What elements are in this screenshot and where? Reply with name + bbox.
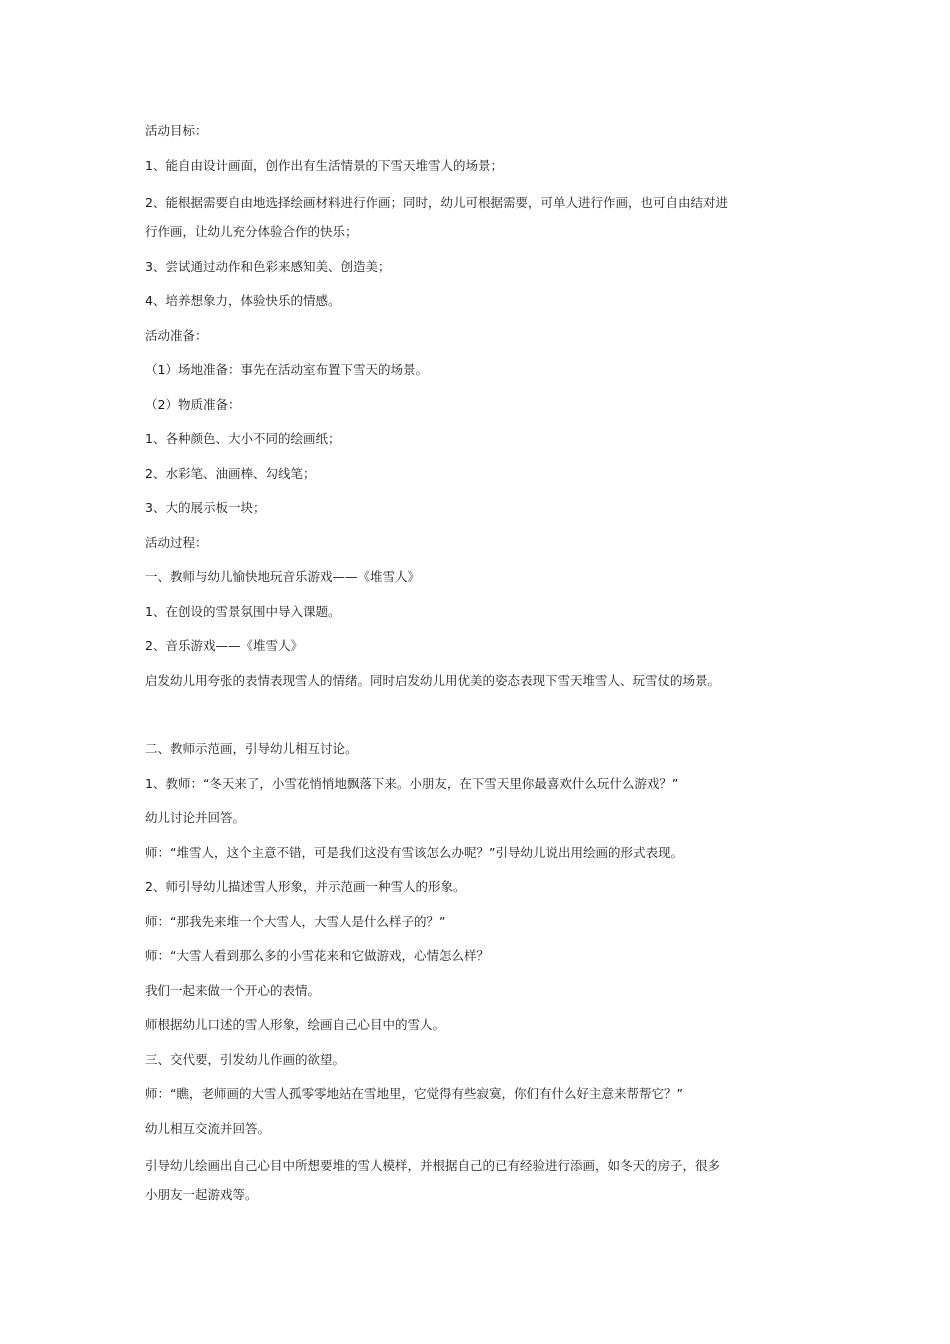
blank-line <box>145 702 815 736</box>
text-line: 幼儿讨论并回答。 <box>145 810 246 825</box>
text-line: 一、教师与幼儿愉快地玩音乐游戏——《堆雪人》 <box>145 569 421 584</box>
text-line: 师根据幼儿口述的雪人形象，绘画自己心目中的雪人。 <box>145 1017 446 1032</box>
text-line: 3、尝试通过动作和色彩来感知美、创造美； <box>145 258 391 274</box>
text-line: 小朋友一起游戏等。 <box>145 1187 258 1202</box>
section-heading-goals: 活动目标： <box>145 123 208 138</box>
text-line: 1、各种颜色、大小不同的绘画纸； <box>145 431 341 446</box>
text-line: 师：“那我先来堆一个大雪人，大雪人是什么样子的？” <box>145 913 446 929</box>
text-line: 4、培养想象力，体验快乐的情感。 <box>145 293 341 308</box>
text-line: 我们一起来做一个开心的表情。 <box>145 982 321 998</box>
text-line: 3、大的展示板一块； <box>145 500 266 515</box>
section-heading-process: 活动过程： <box>145 534 208 550</box>
text-line: 1、教师：“冬天来了，小雪花悄悄地飘落下来。小朋友，在下雪天里你最喜欢什么玩什么游戏？” <box>145 775 679 791</box>
text-line: 师：“堆雪人，这个主意不错，可是我们这没有雪该怎么办呢？”引导幼儿说出用绘画的形式表现。 <box>145 844 683 860</box>
text-line: 启发幼儿用夸张的表情表现雪人的情绪。同时启发幼儿用优美的姿态表现下雪天堆雪人、玩雪仗的场景。 <box>145 672 721 688</box>
text-line: 三、交代要，引发幼儿作画的欲望。 <box>145 1051 346 1067</box>
text-line: 引导幼儿绘画出自己心目中所想要堆的雪人模样，并根据自己的已有经验进行添画，如冬天的房子，很多 <box>145 1158 721 1173</box>
text-line: 1、能自由设计画面，创作出有生活情景的下雪天堆雪人的场景； <box>145 157 503 173</box>
text-line: 2、师引导幼儿描述雪人形象，并示范画一种雪人的形象。 <box>145 879 466 894</box>
text-line: （1）场地准备：事先在活动室布置下雪天的场景。 <box>145 362 428 377</box>
section-heading-preparation: 活动准备： <box>145 327 208 343</box>
text-line: 2、能根据需要自由地选择绘画材料进行作画；同时，幼儿可根据需要，可单人进行作画，也可自由结对进 <box>145 195 728 210</box>
text-line: 幼儿相互交流并回答。 <box>145 1120 271 1136</box>
text-line: 1、在创设的雪景氛围中导入课题。 <box>145 603 341 619</box>
text-line: 二、教师示范画，引导幼儿相互讨论。 <box>145 741 358 756</box>
text-line: 行作画，让幼儿充分体验合作的快乐； <box>145 224 358 239</box>
text-line: 2、水彩笔、油画棒、勾线笔； <box>145 465 316 481</box>
text-line: （2）物质准备： <box>145 396 241 412</box>
document-page <box>145 118 815 1217</box>
text-line: 师：“大雪人看到那么多的小雪花来和它做游戏，心情怎么样？ <box>145 948 489 963</box>
text-line: 师：“瞧，老师画的大雪人孤零零地站在雪地里，它觉得有些寂寞，你们有什么好主意来帮帮它？” <box>145 1086 683 1101</box>
text-line: 2、音乐游戏——《堆雪人》 <box>145 638 303 653</box>
